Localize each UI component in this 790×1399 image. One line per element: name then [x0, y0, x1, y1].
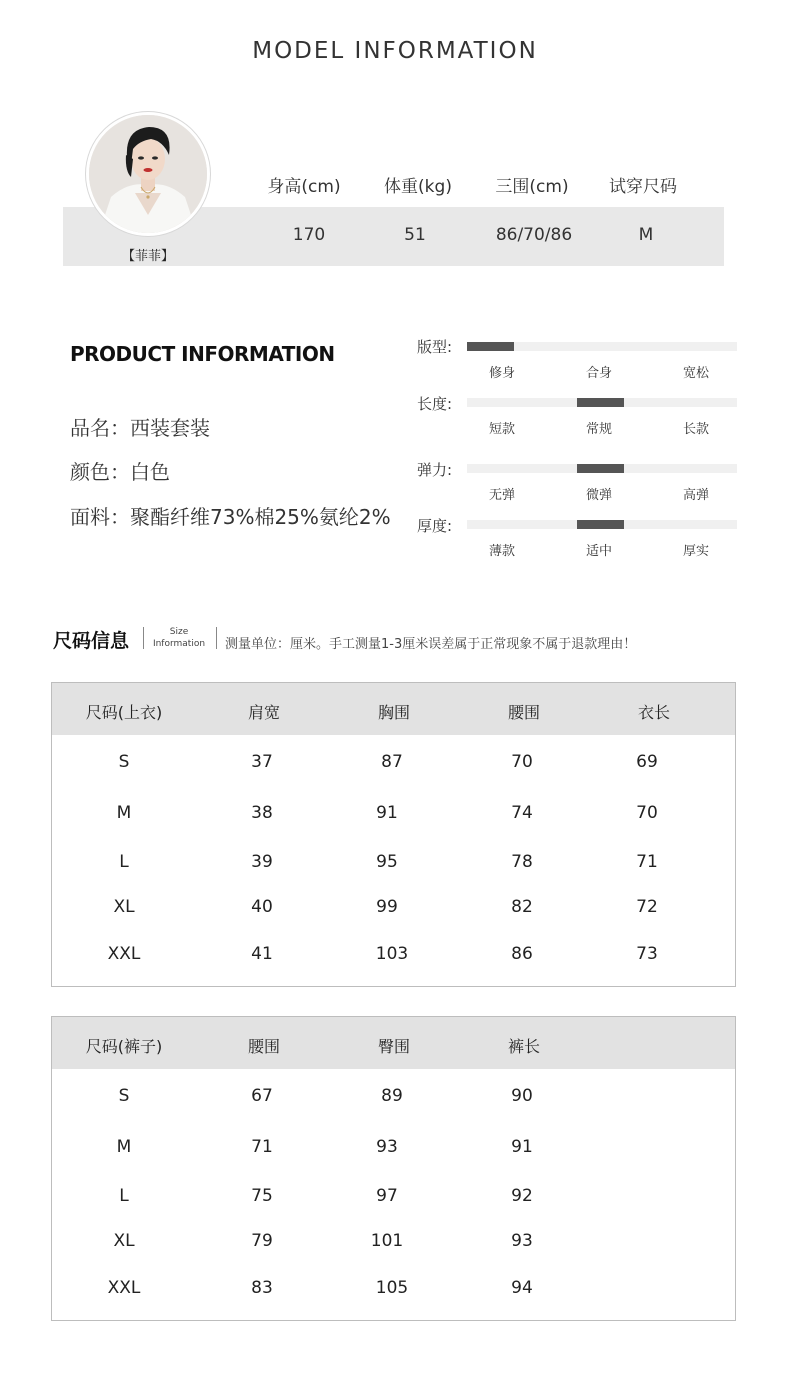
- attr-thickness-label: 厚度:: [417, 517, 453, 535]
- table-cell: XXL: [107, 944, 141, 964]
- table-cell: 103: [375, 944, 409, 964]
- model-avatar: [86, 112, 210, 236]
- table-cell: 87: [381, 752, 403, 772]
- table-cell: 93: [376, 1137, 398, 1157]
- table-cell: 67: [251, 1086, 273, 1106]
- attr-length-label: 长度:: [417, 395, 453, 413]
- table-cell: 73: [636, 944, 658, 964]
- table-cell: 69: [636, 752, 658, 772]
- table-cell: 94: [511, 1278, 533, 1298]
- model-name: 【菲菲】: [121, 249, 174, 264]
- table-cell: 74: [511, 803, 533, 823]
- table-cell: 38: [251, 803, 273, 823]
- table-header-row: [52, 1017, 735, 1069]
- table-cell: M: [116, 1137, 132, 1157]
- attr-thickness-indicator: [577, 520, 624, 529]
- table-header-row: [52, 683, 735, 735]
- divider: [143, 627, 144, 649]
- measurement-note: 测量单位：厘米。手工测量1-3厘米误差属于正常现象不属于退款理由！: [225, 637, 637, 652]
- attr-fit-scale: [467, 342, 737, 351]
- table-cell: 70: [636, 803, 658, 823]
- table-cell: 71: [636, 852, 658, 872]
- table-header-cell: 腰围: [247, 1037, 280, 1056]
- table-cell: 40: [251, 897, 273, 917]
- product-section-title: PRODUCT INFORMATION: [70, 342, 335, 366]
- table-cell: L: [119, 852, 129, 872]
- model-section-title: MODEL INFORMATION: [252, 38, 538, 64]
- table-cell: 92: [511, 1186, 533, 1206]
- product-name: 品名：西装套装: [70, 416, 210, 440]
- model-value-height: 170: [292, 225, 326, 245]
- model-value-measurements: 86/70/86: [495, 225, 573, 245]
- table-header-cell: 臀围: [377, 1037, 410, 1056]
- size-info-subtitle-line1: Size: [169, 627, 189, 637]
- table-cell: XL: [113, 1231, 135, 1251]
- attr-fit-indicator: [467, 342, 514, 351]
- table-cell: XXL: [107, 1278, 141, 1298]
- model-header-height: 身高(cm): [267, 177, 341, 197]
- table-cell: 99: [376, 897, 398, 917]
- table-cell: XL: [113, 897, 135, 917]
- table-cell: 105: [375, 1278, 409, 1298]
- attr-length-indicator: [577, 398, 624, 407]
- divider: [216, 627, 217, 649]
- table-cell: 79: [251, 1231, 273, 1251]
- model-header-weight: 体重(kg): [384, 177, 452, 197]
- table-cell: 91: [511, 1137, 533, 1157]
- attr-length-option: 长款: [682, 422, 709, 437]
- table-cell: 97: [376, 1186, 398, 1206]
- attr-elasticity-scale: [467, 464, 737, 473]
- table-cell: M: [116, 803, 132, 823]
- table-cell: 89: [381, 1086, 403, 1106]
- table-cell: 86: [511, 944, 533, 964]
- table-header-cell: 裤长: [507, 1037, 540, 1056]
- size-info-title: 尺码信息: [53, 630, 130, 652]
- attr-elasticity-option: 无弹: [488, 488, 515, 503]
- attr-elasticity-indicator: [577, 464, 624, 473]
- model-value-size: M: [638, 225, 654, 245]
- table-cell: 90: [511, 1086, 533, 1106]
- attr-elasticity-option: 微弹: [585, 488, 612, 503]
- table-cell: 91: [376, 803, 398, 823]
- table-cell: 70: [511, 752, 533, 772]
- table-header-cell: 衣长: [637, 703, 670, 722]
- model-value-weight: 51: [404, 225, 426, 245]
- product-fabric: 面料：聚酯纤维73%棉25%氨纶2%: [70, 505, 391, 529]
- attr-fit-option: 修身: [488, 366, 515, 381]
- attr-thickness-option: 适中: [585, 544, 612, 559]
- model-header-size: 试穿尺码: [609, 177, 677, 197]
- pants-size-table: [51, 1016, 736, 1321]
- table-cell: 83: [251, 1278, 273, 1298]
- table-cell: L: [119, 1186, 129, 1206]
- table-cell: 93: [511, 1231, 533, 1251]
- table-cell: 71: [251, 1137, 273, 1157]
- table-cell: 82: [511, 897, 533, 917]
- attr-fit-option: 合身: [585, 366, 612, 381]
- table-cell: 39: [251, 852, 273, 872]
- attr-fit-label: 版型:: [417, 338, 453, 356]
- model-header-measurements: 三围(cm): [495, 177, 569, 197]
- product-color: 颜色：白色: [70, 460, 170, 484]
- table-cell: 78: [511, 852, 533, 872]
- table-header-cell: 尺码(上衣): [85, 703, 163, 722]
- table-cell: S: [118, 752, 130, 772]
- top-size-table: [51, 682, 736, 987]
- attr-thickness-option: 薄款: [488, 544, 515, 559]
- table-cell: 41: [251, 944, 273, 964]
- attr-fit-option: 宽松: [682, 366, 709, 381]
- table-header-cell: 肩宽: [247, 703, 280, 722]
- attr-thickness-option: 厚实: [682, 544, 709, 559]
- table-cell: 75: [251, 1186, 273, 1206]
- table-cell: S: [118, 1086, 130, 1106]
- size-info-subtitle-line2: Information: [152, 639, 206, 649]
- attr-length-option: 常规: [585, 422, 612, 437]
- table-header-cell: 尺码(裤子): [85, 1037, 163, 1056]
- attr-length-scale: [467, 398, 737, 407]
- table-cell: 95: [376, 852, 398, 872]
- attr-length-option: 短款: [488, 422, 515, 437]
- table-header-cell: 胸围: [377, 703, 410, 722]
- attr-elasticity-label: 弹力:: [417, 461, 453, 479]
- attr-thickness-scale: [467, 520, 737, 529]
- table-header-cell: 腰围: [507, 703, 540, 722]
- attr-elasticity-option: 高弹: [682, 488, 709, 503]
- table-cell: 37: [251, 752, 273, 772]
- table-cell: 72: [636, 897, 658, 917]
- table-cell: 101: [370, 1231, 404, 1251]
